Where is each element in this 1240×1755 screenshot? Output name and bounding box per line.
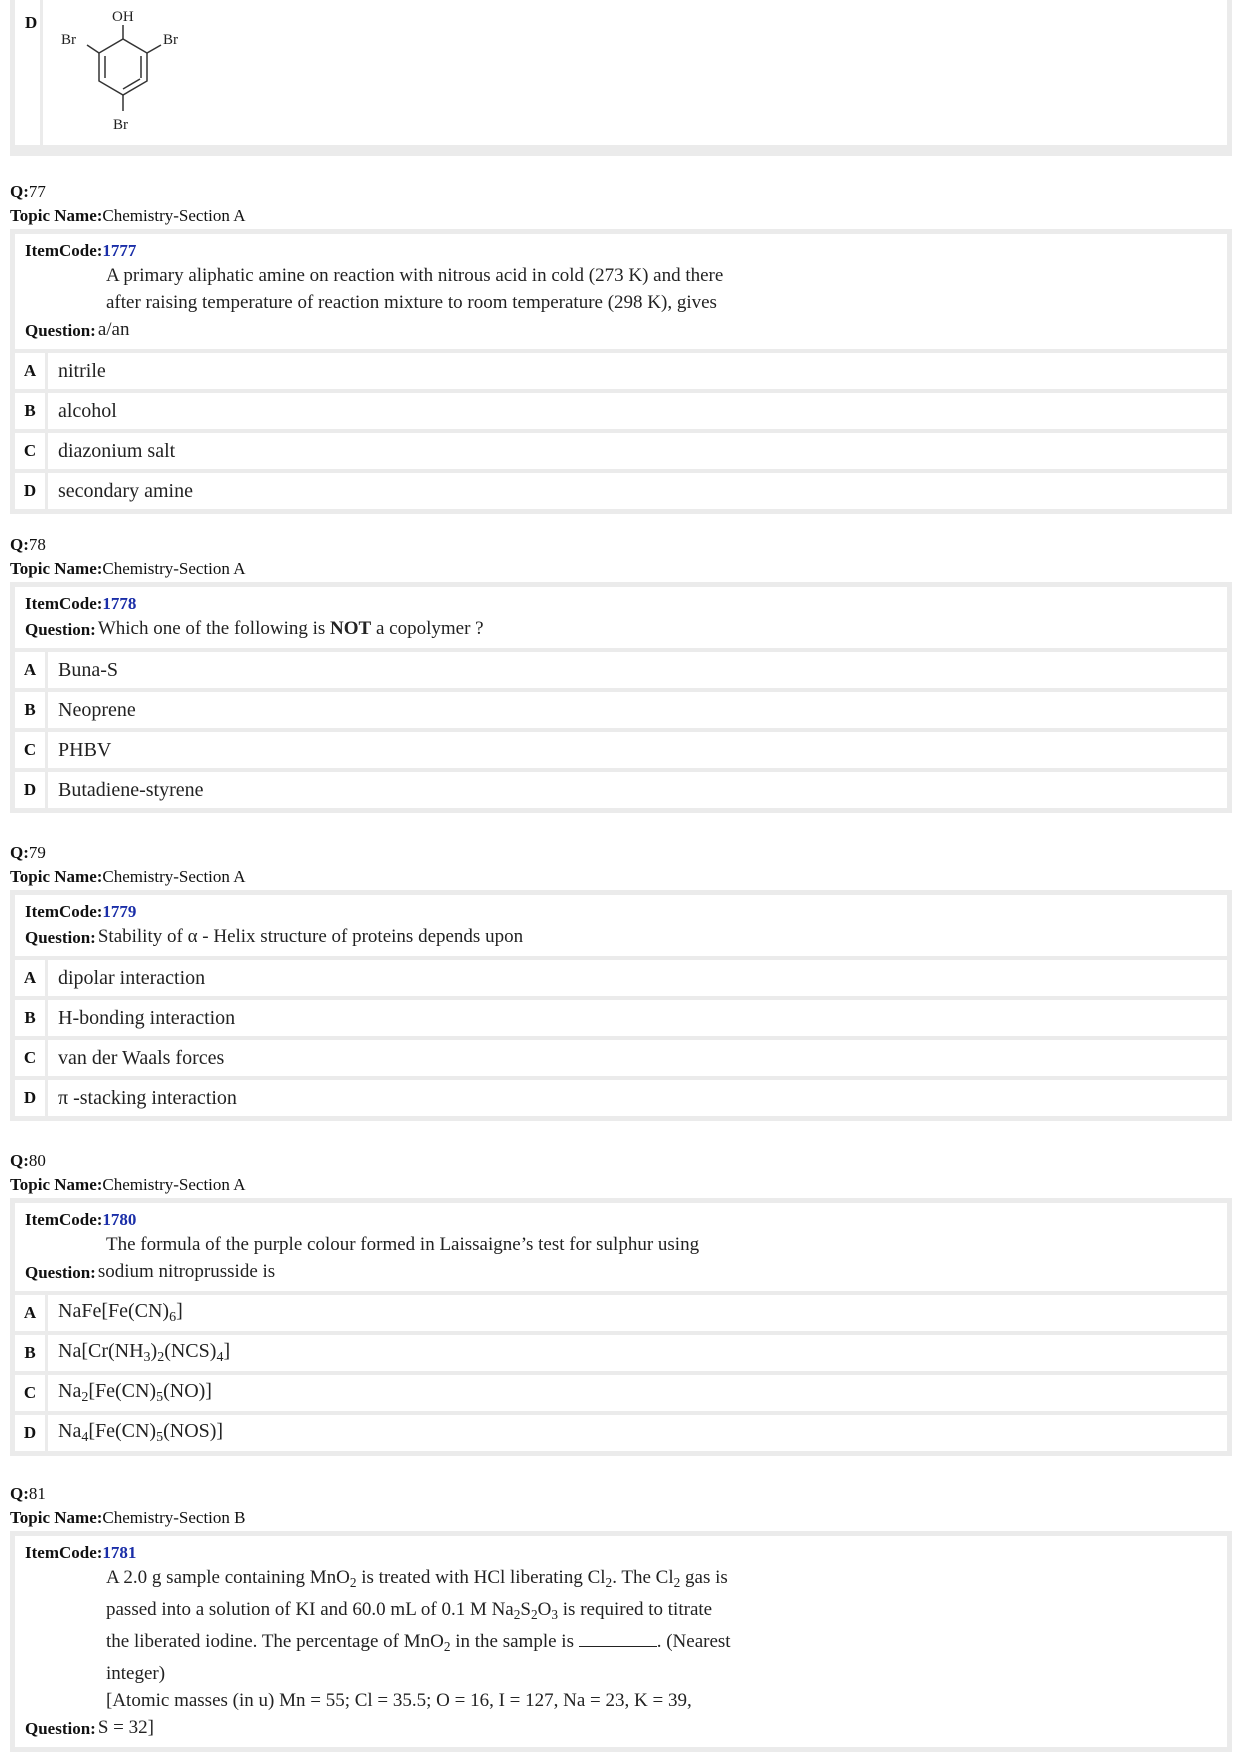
question-78 <box>10 533 1232 813</box>
question-text-line: A 2.0 g sample containing MnO$_2$ is treated with HCl liberating $Cl_2$. The $Cl_2$ gas is <box>106 1567 728 1590</box>
question-text-line: a/an <box>97 319 130 340</box>
question-label: Question: <box>25 1263 96 1282</box>
benzene-ring-diagram <box>43 0 263 145</box>
question-stem <box>15 587 1227 648</box>
question-text-line: [Atomic masses (in u) Mn = 55; Cl = 35.5; O = 16, I = 127, Na = 23, K = 39, <box>106 1690 692 1711</box>
option-c[interactable]: C diazonium salt <box>15 433 1227 469</box>
item-code: ItemCode:1779 <box>25 902 137 921</box>
question-label: Question: <box>25 928 96 947</box>
question-stem <box>15 1203 1227 1291</box>
question-text-line: A primary aliphatic amine on reaction with nitrous acid in cold (273 K) and there <box>106 265 724 286</box>
br-bottom-label: Br <box>113 117 128 133</box>
question-text: Which one of the following is NOT a copolymer ? <box>97 618 484 639</box>
question-label: Question: <box>25 1719 96 1738</box>
question-label: Question: <box>25 321 96 340</box>
question-text-line: passed into a solution of KI and 60.0 mL of 0.1 M $Na_2S_2O_3$ is required to titrate <box>106 1599 713 1622</box>
question-80 <box>10 1149 1232 1456</box>
option-b[interactable]: B alcohol <box>15 393 1227 429</box>
option-a[interactable]: A Buna-S <box>15 652 1227 688</box>
question-number: Q:77 <box>10 182 46 201</box>
item-code: ItemCode:1780 <box>25 1210 137 1229</box>
topic-name: Topic Name:Chemistry-Section A <box>10 559 246 578</box>
question-81 <box>10 1482 1232 1752</box>
option-c[interactable]: C PHBV <box>15 732 1227 768</box>
topic-name: Topic Name:Chemistry-Section A <box>10 867 246 886</box>
option-d[interactable]: D Butadiene-styrene <box>15 772 1227 808</box>
question-text-line: S = 32] <box>97 1717 154 1738</box>
topic-name: Topic Name:Chemistry-Section A <box>10 206 246 225</box>
question-text: Stability of α - Helix structure of proteins depends upon <box>97 926 524 947</box>
question-text-line: after raising temperature of reaction mixture to room temperature (298 K), gives <box>106 292 717 313</box>
question-77 <box>10 180 1232 514</box>
topic-name: Topic Name:Chemistry-Section A <box>10 1175 246 1194</box>
oh-label: OH <box>112 9 134 25</box>
option-a[interactable]: A dipolar interaction <box>15 960 1227 996</box>
option-d[interactable]: D π -stacking interaction <box>15 1080 1227 1116</box>
tribromophenol-structure <box>43 0 1227 145</box>
question-79 <box>10 841 1232 1121</box>
answer-blank <box>579 1628 657 1647</box>
question-number: Q:81 <box>10 1484 46 1503</box>
item-code: ItemCode:1778 <box>25 594 137 613</box>
option-a[interactable]: A nitrile <box>15 353 1227 389</box>
question-text-line: The formula of the purple colour formed in Laissaigne’s test for sulphur using <box>106 1234 700 1255</box>
item-code: ItemCode:1781 <box>25 1543 137 1562</box>
topic-name: Topic Name:Chemistry-Section B <box>10 1508 246 1527</box>
option-b[interactable]: B Neoprene <box>15 692 1227 728</box>
option-d[interactable]: D secondary amine <box>15 473 1227 509</box>
option-a[interactable]: A $NaFe[Fe(CN)_6]$ <box>15 1295 1227 1331</box>
question-number: Q:79 <box>10 843 46 862</box>
question-text-line: sodium nitroprusside is <box>97 1261 276 1282</box>
question-text-line: integer) <box>106 1663 166 1684</box>
item-code: ItemCode:1777 <box>25 241 137 260</box>
question-number: Q:78 <box>10 535 46 554</box>
option-d[interactable]: D $Na_4[Fe(CN)_5(NOS)]$ <box>15 1415 1227 1451</box>
option-b[interactable]: B H-bonding interaction <box>15 1000 1227 1036</box>
option-c[interactable]: C $Na_2[Fe(CN)_5(NO)]$ <box>15 1375 1227 1411</box>
question-stem <box>15 895 1227 956</box>
question-stem <box>15 1536 1227 1747</box>
option-c[interactable]: C van der Waals forces <box>15 1040 1227 1076</box>
question-stem <box>15 234 1227 349</box>
question-label: Question: <box>25 620 96 639</box>
previous-option-d-structure <box>10 0 1232 156</box>
question-number: Q:80 <box>10 1151 46 1170</box>
option-b[interactable]: B $Na[Cr(NH_3)_2(NCS)_4]$ <box>15 1335 1227 1371</box>
question-text-line: the liberated iodine. The percentage of MnO$_2$ in the sample is . (Nearest <box>25 1628 1217 1660</box>
br-left-label: Br <box>61 32 76 48</box>
option-letter: D <box>15 0 43 145</box>
br-right-label: Br <box>163 32 178 48</box>
